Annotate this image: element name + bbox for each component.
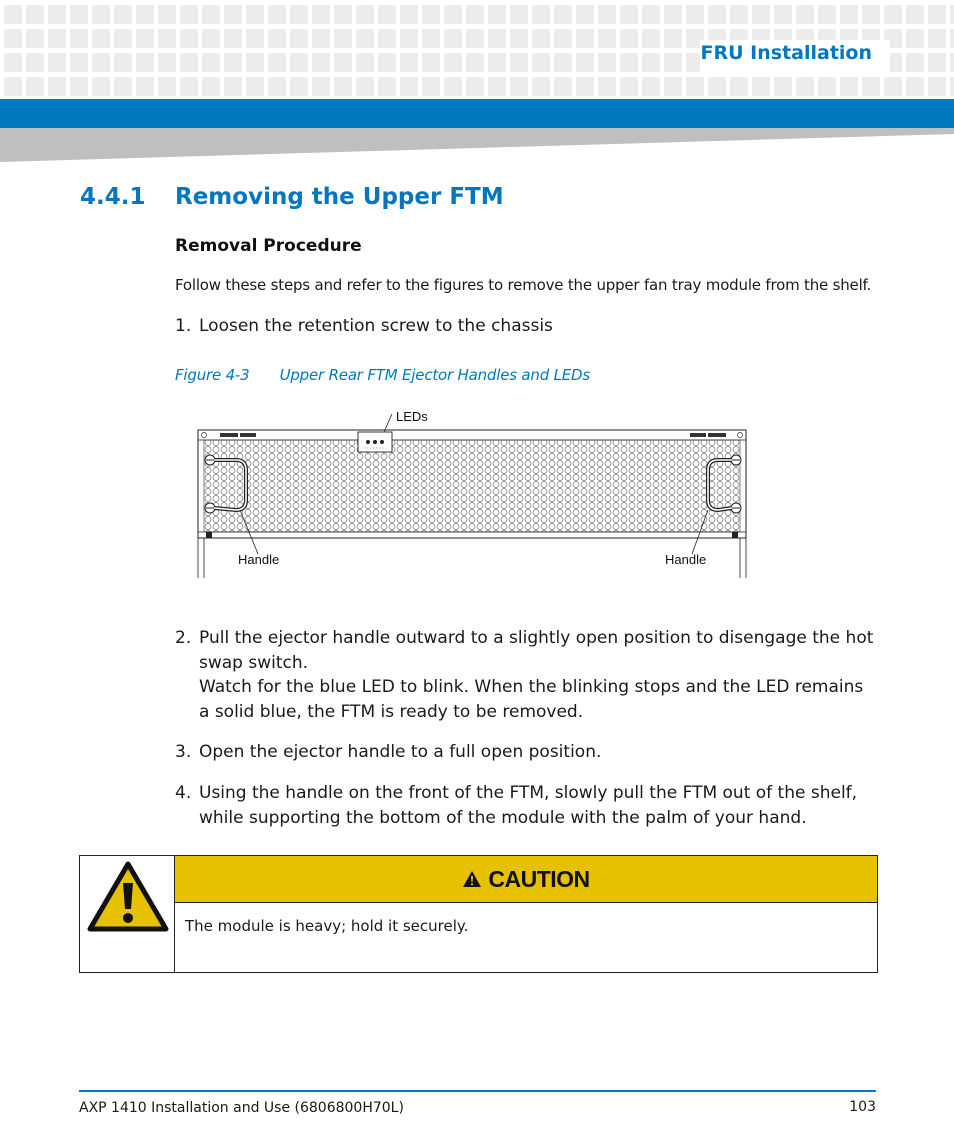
ftm-figure bbox=[196, 404, 752, 584]
step-text: Loosen the retention screw to the chassis bbox=[199, 316, 553, 336]
figure-number: Figure 4-3 bbox=[175, 366, 250, 384]
step-2 bbox=[175, 626, 875, 724]
chapter-title: FRU Installation bbox=[700, 42, 872, 64]
subheading: Removal Procedure bbox=[175, 236, 362, 256]
step-number: 3. bbox=[175, 742, 192, 762]
step-number: 1. bbox=[175, 316, 192, 336]
ftm-front-panel bbox=[198, 430, 746, 578]
step-3 bbox=[175, 740, 875, 765]
footer-document-title: AXP 1410 Installation and Use (6806800H70L) bbox=[79, 1100, 404, 1116]
step-1 bbox=[175, 314, 875, 339]
warning-triangle-icon bbox=[85, 859, 171, 933]
section-number: 4.4.1 bbox=[80, 184, 146, 210]
caution-label: CAUTION bbox=[488, 865, 590, 892]
figure-caption bbox=[175, 366, 590, 384]
step-text: Using the handle on the front of the FTM, slowly pull the FTM out of the shelf, while supporting the bottom of the module with the palm of your hand. bbox=[199, 783, 858, 828]
handle-label-right: Handle bbox=[665, 552, 707, 567]
step-4 bbox=[175, 781, 875, 830]
step-text: Pull the ejector handle outward to a slightly open position to disengage the hot swap switch. bbox=[199, 628, 874, 673]
caution-box bbox=[79, 855, 878, 973]
caution-icon-cell bbox=[80, 856, 175, 972]
step-number: 2. bbox=[175, 628, 192, 648]
header-grey-wedge bbox=[0, 128, 954, 162]
intro-paragraph: Follow these steps and refer to the figures to remove the upper fan tray module from the shelf. bbox=[175, 276, 872, 294]
small-warning-icon bbox=[462, 870, 482, 888]
header-blue-band bbox=[0, 99, 954, 128]
step-number: 4. bbox=[175, 783, 192, 803]
caution-text: The module is heavy; hold it securely. bbox=[185, 917, 469, 935]
step-note: Watch for the blue LED to blink. When the blinking stops and the LED remains a solid blue, the FTM is ready to be removed. bbox=[199, 677, 864, 722]
figure-title: Upper Rear FTM Ejector Handles and LEDs bbox=[279, 366, 591, 384]
caution-banner bbox=[175, 856, 877, 903]
footer-rule bbox=[79, 1090, 876, 1092]
led-indicator-panel bbox=[358, 414, 392, 452]
handle-label-left: Handle bbox=[238, 552, 280, 567]
page-number: 103 bbox=[849, 1099, 876, 1115]
leds-label: LEDs bbox=[396, 409, 428, 424]
section-title: Removing the Upper FTM bbox=[175, 184, 504, 210]
step-text: Open the ejector handle to a full open position. bbox=[199, 742, 602, 762]
section-heading bbox=[80, 184, 504, 210]
